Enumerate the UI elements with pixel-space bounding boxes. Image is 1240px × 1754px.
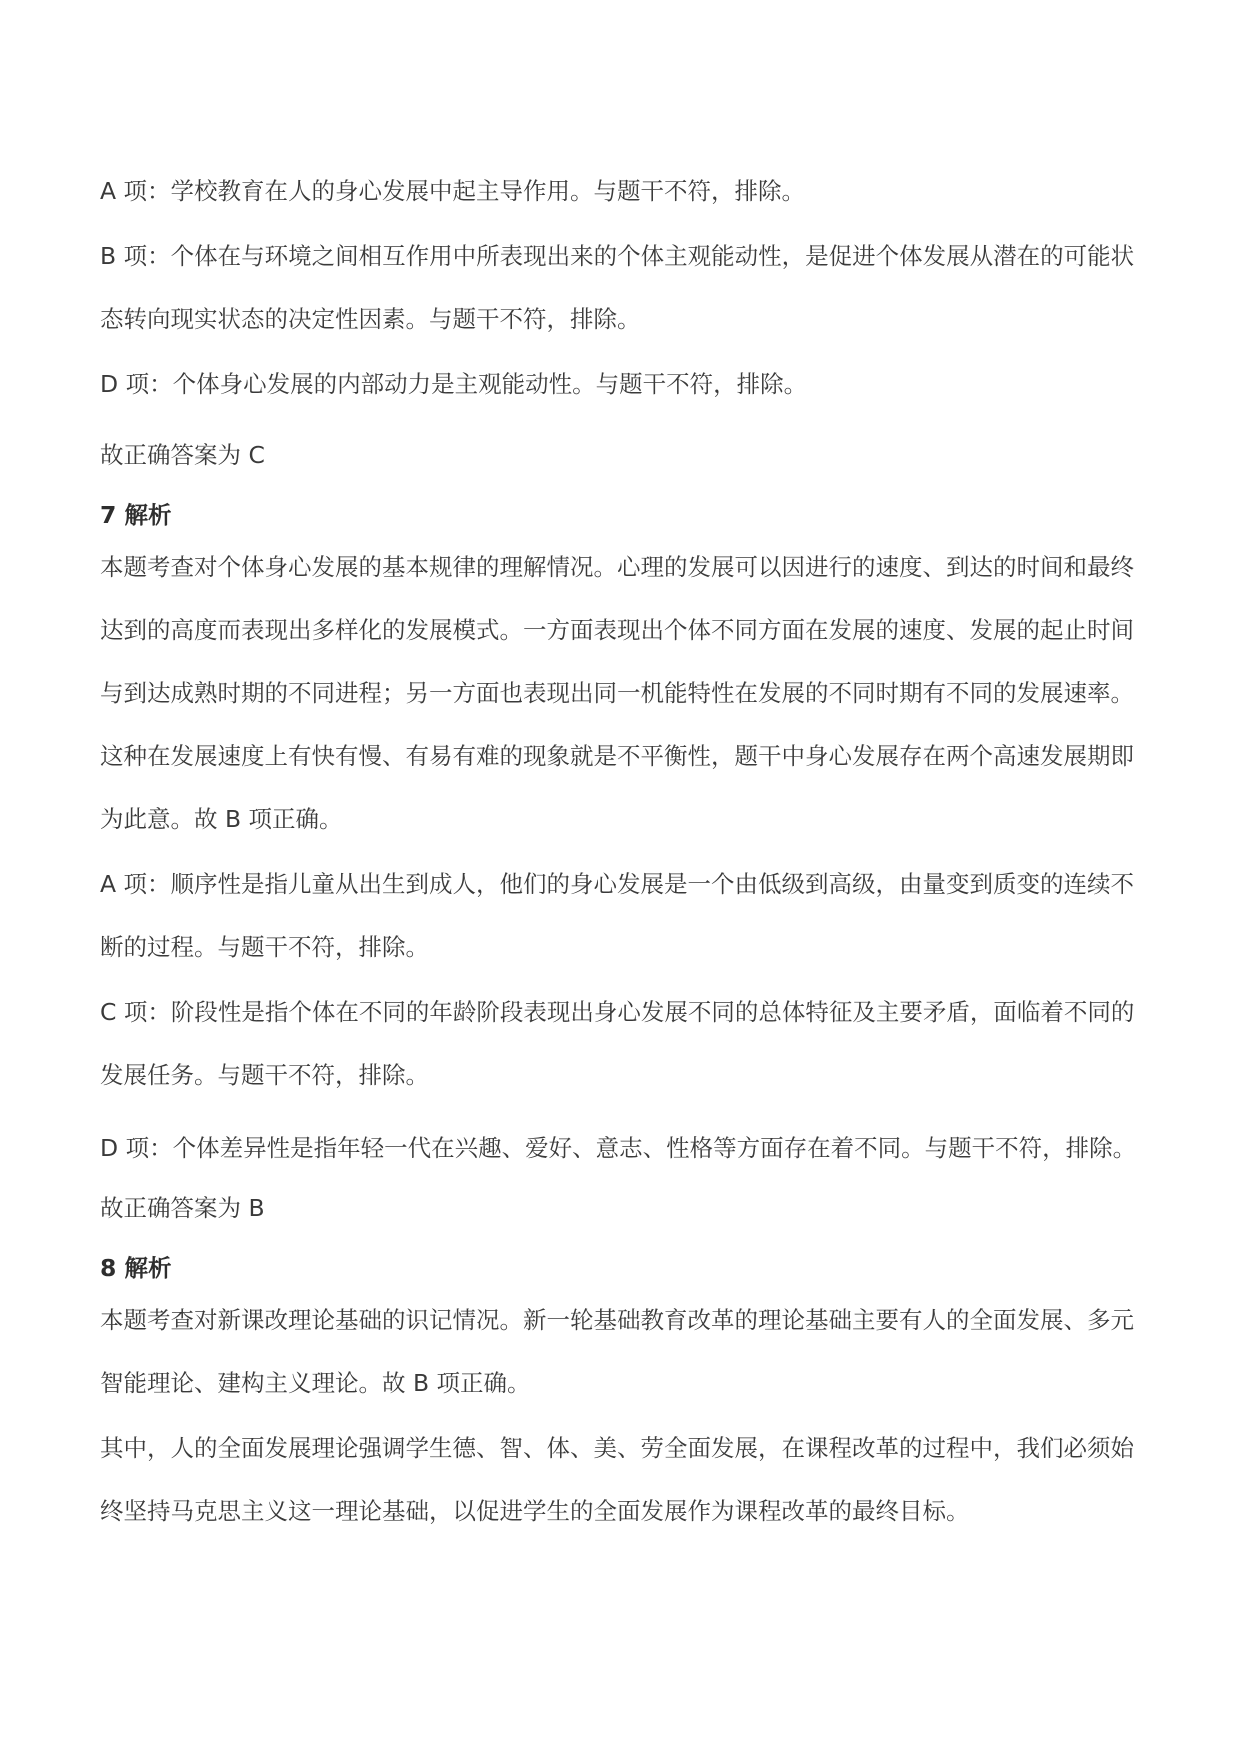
heading-q7: 7 解析 bbox=[100, 501, 172, 529]
option-a-analysis-q7: A 项：顺序性是指儿童从出生到成人，他们的身心发展是一个由低级到高级，由量变到质变的连续不断的过程。与题干不符，排除。 bbox=[100, 870, 1135, 961]
document-body bbox=[100, 160, 1144, 1543]
option-a-analysis-q6: A 项：学校教育在人的身心发展中起主导作用。与题干不符，排除。 bbox=[100, 177, 806, 205]
option-d-analysis-q7: D 项：个体差异性是指年轻一代在兴趣、爱好、意志、性格等方面存在着不同。与题干不符，排除。 bbox=[100, 1134, 1137, 1162]
option-b-analysis-q6: B 项：个体在与环境之间相互作用中所表现出来的个体主观能动性，是促进个体发展从潜在的可能状态转向现实状态的决定性因素。与题干不符，排除。 bbox=[100, 242, 1135, 333]
option-c-analysis-q7: C 项：阶段性是指个体在不同的年龄阶段表现出身心发展不同的总体特征及主要矛盾，面临着不同的发展任务。与题干不符，排除。 bbox=[100, 998, 1135, 1089]
answer-q6: 故正确答案为 C bbox=[100, 441, 265, 469]
heading-q8: 8 解析 bbox=[100, 1254, 172, 1282]
answer-q7: 故正确答案为 B bbox=[100, 1194, 265, 1222]
option-d-analysis-q6: D 项：个体身心发展的内部动力是主观能动性。与题干不符，排除。 bbox=[100, 370, 808, 398]
further-explanation-q8: 其中，人的全面发展理论强调学生德、智、体、美、劳全面发展，在课程改革的过程中，我们必须始终坚持马克思主义这一理论基础，以促进学生的全面发展作为课程改革的最终目标。 bbox=[100, 1434, 1134, 1525]
explanation-q7: 本题考查对个体身心发展的基本规律的理解情况。心理的发展可以因进行的速度、到达的时间和最终达到的高度而表现出多样化的发展模式。一方面表现出个体不同方面在发展的速度、发展的起止时间与到达成熟时期的不同进程；另一方面也表现出同一机能特性在发展的不同时期有不同的发展速率。这种在发展速度上有快有慢、有易有难的现象就是不平衡性，题干中身心发展存在两个高速发展期即为此意。故 B 项正确。 bbox=[100, 553, 1134, 833]
explanation-q8: 本题考查对新课改理论基础的识记情况。新一轮基础教育改革的理论基础主要有人的全面发展、多元智能理论、建构主义理论。故 B 项正确。 bbox=[100, 1306, 1134, 1397]
